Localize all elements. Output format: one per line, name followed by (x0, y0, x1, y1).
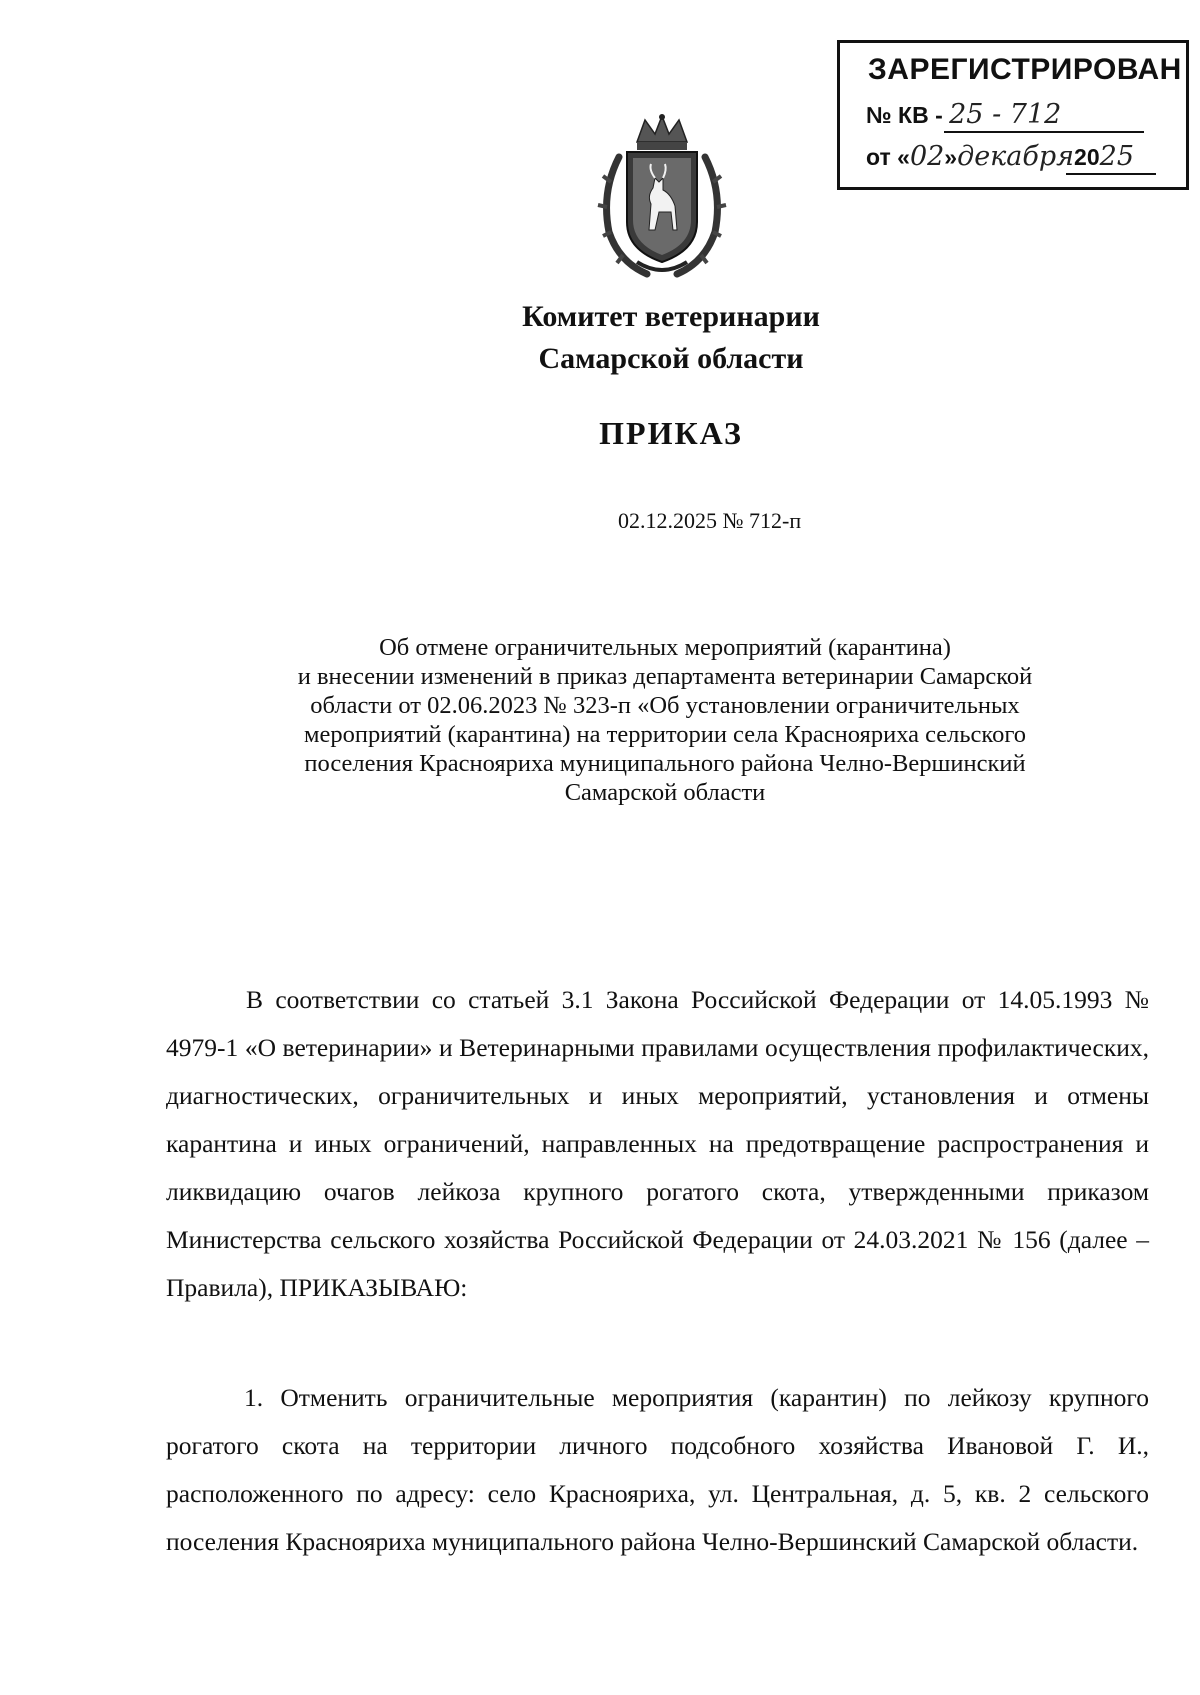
stamp-date-mid: » (944, 144, 958, 170)
subject-line: области от 02.06.2023 № 323-п «Об установлении ограничительных (310, 692, 1020, 719)
stamp-date-line (866, 141, 1134, 172)
stamp-date-year-prefix: 20 (1074, 144, 1100, 170)
document-type-title: ПРИКАЗ (599, 415, 743, 451)
body-paragraph-item-1: 1. Отменить ограничительные мероприятия (карантин) по лейкозу крупного рогатого скота на территории личного подсобного хозяйства Ивановой Г. И., расположенного по адресу: село Краснояриха, ул. Центральная, д. 5, кв. 2 сельского поселения Краснояриха муниципального района Челно-Вершинский Самарской области. (166, 1383, 1149, 1556)
stamp-number-underline (944, 131, 1144, 133)
subject-line: Об отмене ограничительных мероприятий (карантина) (379, 634, 951, 661)
body-paragraph-preamble: В соответствии со статьей 3.1 Закона Российской Федерации от 14.05.1993 № 4979-1 «О ветеринарии» и Ветеринарными правилами осуществления профилактических, диагностических, ограничительных и иных мероприятий, установления и отмены карантина и иных ограничений, направленных на предотвращение распространения и ликвидацию очагов лейкоза крупного рогатого скота, утвержденными приказом Министерства сельского хозяйства Российской Федерации от 24.03.2021 № 156 (далее – Правила), ПРИКАЗЫВАЮ: (166, 985, 1149, 1302)
coat-of-arms-icon (597, 112, 727, 280)
registration-stamp (837, 40, 1189, 190)
subject-line: Самарской области (564, 779, 766, 806)
subject-line: и внесении изменений в приказ департамента ветеринарии Самарской (297, 663, 1033, 690)
stamp-number-line (866, 99, 1061, 130)
stamp-date-year: 25 (1099, 141, 1134, 172)
organization-name-line1: Комитет ветеринарии (522, 300, 820, 333)
organization-name-line2: Самарской области (538, 342, 804, 375)
coat-of-arms-graphic (597, 112, 727, 280)
document-subject (215, 633, 1115, 807)
subject-line: поселения Краснояриха муниципального района Челно-Вершинский (304, 750, 1026, 777)
stamp-title: ЗАРЕГИСТРИРОВАН (868, 53, 1182, 86)
stamp-date-underline (1066, 173, 1156, 175)
stamp-date-month: декабря (957, 141, 1075, 172)
stamp-number-prefix: № КВ - (866, 102, 943, 128)
subject-line: мероприятий (карантина) на территории села Краснояриха сельского (303, 721, 1027, 748)
stamp-number-handwritten: 25 - 712 (949, 99, 1062, 130)
stamp-date-prefix: от « (866, 144, 910, 170)
stamp-date-day: 02 (909, 141, 945, 172)
document-date-number: 02.12.2025 № 712-п (618, 508, 802, 533)
